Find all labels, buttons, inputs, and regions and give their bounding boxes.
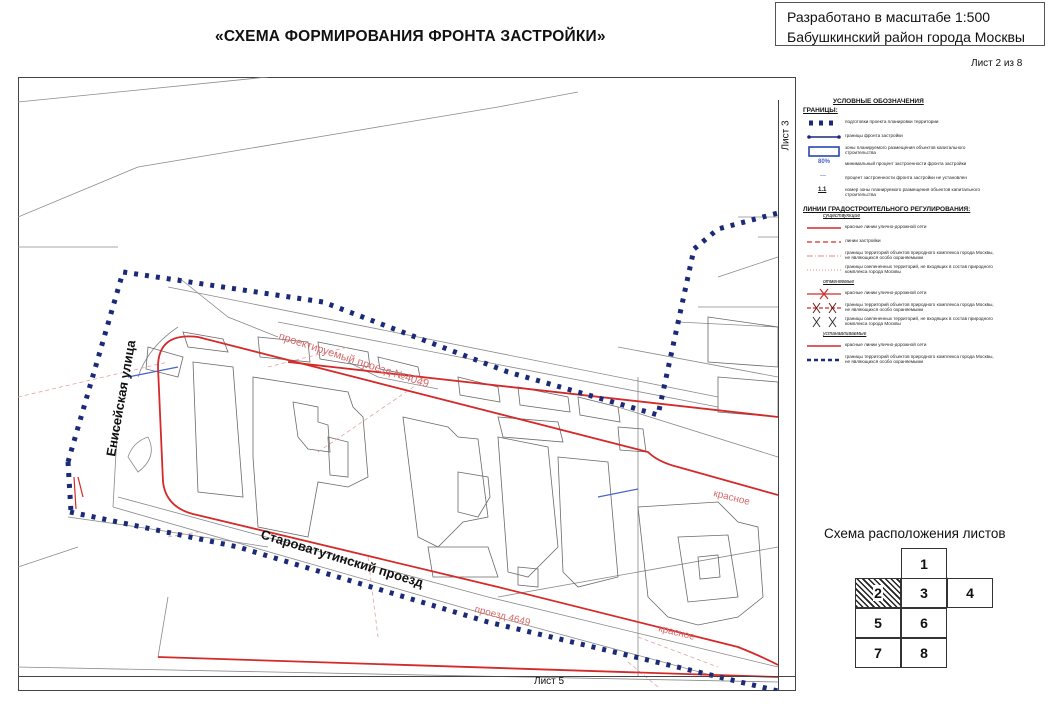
percent-icon: 80% xyxy=(818,159,831,165)
legend-item: подготовки проекта планировки территории xyxy=(803,116,1043,128)
sheet-schema-title: Схема расположения листов xyxy=(824,526,1006,541)
street-label-enisey: Енисейская улица xyxy=(103,338,139,458)
legend-item: — процент застроенности фронта застройки не установлен xyxy=(803,172,1043,184)
sheet-schema xyxy=(855,548,995,673)
bottom-strip-divider xyxy=(18,676,796,677)
zone-number-icon: 1.1 xyxy=(818,187,827,193)
blue-line-dots-icon xyxy=(803,130,845,142)
neighbor-sheet-right-label: Лист 3 xyxy=(780,120,792,151)
red-line-icon xyxy=(803,221,845,233)
district-text: Бабушкинский район города Москвы xyxy=(787,29,1025,45)
right-strip-divider xyxy=(778,100,779,691)
page-title: «СХЕМА ФОРМИРОВАНИЯ ФРОНТА ЗАСТРОЙКИ» xyxy=(215,28,606,45)
legend-item: красные линии улично-дорожной сети xyxy=(803,339,1043,351)
legend-item: красные линии улично-дорожной сети xyxy=(803,287,1043,299)
pink-dotted-line-icon xyxy=(803,263,845,275)
sheet-cell-7[interactable]: 7 xyxy=(855,638,901,668)
legend-established-label: устанавливаемые xyxy=(823,331,867,337)
legend-item: 80% минимальный процент застроенности фронта застройки xyxy=(803,158,1043,170)
pink-dashed-line-icon xyxy=(803,249,845,261)
dashed-square-blue-icon xyxy=(803,116,845,128)
road-4649-label: проезд 4649 xyxy=(473,604,532,629)
legend-item: границы территорий объектов природного комплекса города Москвы, не являющихся особо охраняемыми xyxy=(803,249,1043,261)
red-line-cross-icon xyxy=(803,287,845,299)
neighbor-sheet-right[interactable] xyxy=(778,108,794,168)
sheet-cell-1[interactable]: 1 xyxy=(901,548,947,578)
legend-item: границы территорий объектов природного комплекса города Москвы, не являющихся особо охраняемыми xyxy=(803,301,1043,313)
projected-road-label: проектируемый проезд №4049 xyxy=(277,330,431,391)
legend-item: границы территорий объектов природного комплекса города Москвы, не являющихся особо охраняемыми xyxy=(803,353,1043,365)
sheet-cell-5[interactable]: 5 xyxy=(855,608,901,638)
sheet-cell-4[interactable]: 4 xyxy=(947,578,993,608)
legend-item: красные линии улично-дорожной сети xyxy=(803,221,1043,233)
sheet-cell-3[interactable]: 3 xyxy=(901,578,947,608)
zone-rectangles xyxy=(128,367,638,497)
red-dashed-cross-icon xyxy=(803,301,845,313)
info-box xyxy=(775,2,1045,46)
blue-rectangle-icon xyxy=(803,144,845,156)
legend-item: 1.1 номер зоны планируемого размещения объектов капитального строительства xyxy=(803,186,1043,198)
sheet-cell-2-current[interactable]: 2 xyxy=(855,578,901,608)
legend-boundaries-header: ГРАНИЦЫ: xyxy=(803,107,838,114)
red-lines xyxy=(158,336,778,677)
legend-item: границы фронта застройки xyxy=(803,130,1043,142)
navy-dashed-line-icon xyxy=(803,353,845,365)
red-dashed-line-icon xyxy=(803,235,845,247)
red-markers xyxy=(74,477,83,509)
neighbor-sheet-bottom[interactable]: Лист 5 xyxy=(534,676,565,687)
krasnoe-label-1: красное xyxy=(712,488,751,508)
scale-text: Разработано в масштабе 1:500 xyxy=(787,9,991,25)
legend-cancelled-label: отменяемые xyxy=(823,279,855,285)
legend-item: границы озелененных территорий, не входящих в состав природного комплекса города Москвы xyxy=(803,315,1043,327)
street-label-staro: Староватутинский проезд xyxy=(259,526,426,591)
map-canvas[interactable] xyxy=(18,77,796,691)
legend-title: УСЛОВНЫЕ ОБОЗНАЧЕНИЯ xyxy=(833,98,924,105)
sheet-cell-6[interactable]: 6 xyxy=(901,608,947,638)
dash-icon: — xyxy=(820,173,826,179)
sheet-cell-8[interactable]: 8 xyxy=(901,638,947,668)
project-boundary xyxy=(68,213,778,691)
legend-item: границы озелененных территорий, не входящих в состав природного комплекса города Москвы xyxy=(803,263,1043,275)
krasnoe-label-2: красное xyxy=(657,623,696,643)
legend-regulation-header: ЛИНИИ ГРАДОСТРОИТЕЛЬНОГО РЕГУЛИРОВАНИЯ: xyxy=(803,206,971,213)
legend-existing-label: существующие xyxy=(823,213,861,219)
red-line-icon xyxy=(803,339,845,351)
legend-item: линии застройки xyxy=(803,235,1043,247)
legend xyxy=(803,98,1043,367)
gray-cross-icon xyxy=(803,315,845,327)
sheet-number: Лист 2 из 8 xyxy=(971,58,1023,69)
legend-item: зоны планируемого размещения объектов капитального строительства xyxy=(803,144,1043,156)
